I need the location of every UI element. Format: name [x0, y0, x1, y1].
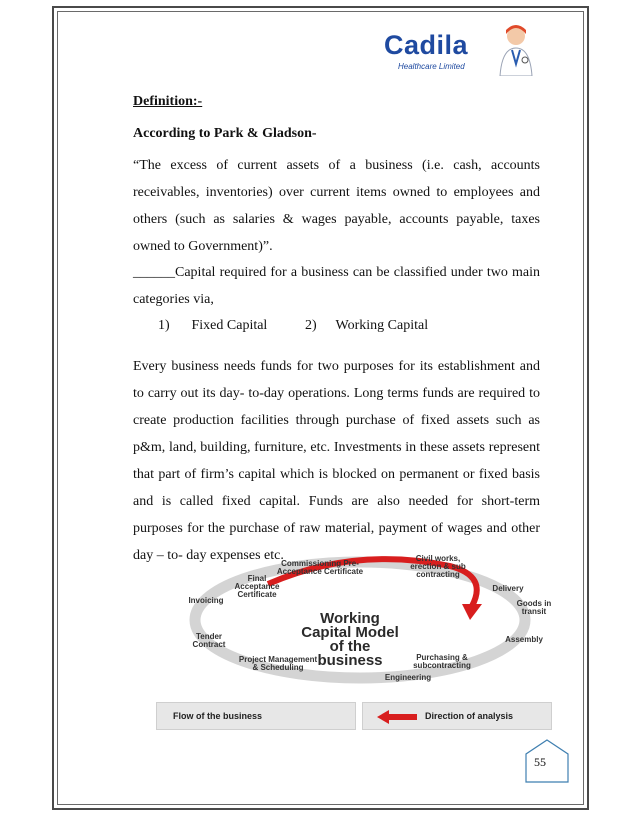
list-item-label: Fixed Capital: [191, 318, 268, 333]
definition-quote: “The excess of current assets of a business (i.e. cash, accounts receivables, inventories) over current items owned to employees and others (such as salaries & wages payable, accounts payable, taxes owned to Government)”.: [133, 158, 540, 254]
stage-purchasing: Purchasing & subcontracting: [413, 653, 471, 670]
stage-invoicing: Invoicing: [188, 596, 224, 605]
stage-goods-in-transit: Goods in transit: [516, 599, 552, 616]
stage-commissioning: Commissioning Pre-Acceptance Certificate: [276, 559, 364, 576]
stage-assembly: Assembly: [505, 635, 543, 644]
left-arrow-icon: [377, 710, 417, 724]
stage-tender-contract: Tender Contract: [192, 632, 226, 649]
stage-final-acceptance: Final Acceptance Certificate: [234, 574, 280, 599]
analysis-arrowhead-icon: [462, 604, 482, 620]
logo-brand: Cadila: [384, 30, 469, 60]
list-item-number: 1): [158, 318, 170, 333]
logo-tagline: Healthcare Limited: [398, 62, 465, 71]
company-logo: [376, 22, 546, 78]
stage-delivery: Delivery: [492, 584, 524, 593]
stage-engineering: Engineering: [384, 673, 432, 682]
stage-project-management: Project Management & Scheduling: [238, 655, 318, 672]
stage-civil-works: Civil works, erection & sub contracting: [410, 554, 466, 579]
direction-of-analysis-bar: [362, 702, 552, 730]
classification-paragraph: ______Capital required for a business can be classified under two main categories via,: [133, 265, 540, 307]
doctor-figure-icon: [494, 24, 538, 76]
diagram-center-title: Working Capital Model of the business: [301, 610, 399, 669]
capital-types-list: [158, 318, 428, 334]
list-item-number: 2): [305, 318, 317, 333]
funds-paragraph: Every business needs funds for two purposes for its establishment and to carry out its day- to-day operations. Long terms funds are required to create production facilities through purchase of fixed assets such as p&m, land, building, furniture, etc. Investments in these assets represent that part of firm’s capital which is blocked on permanent or fixed basis and is called fixed capital. Funds are also needed for short-term purposes for the purchase of raw material, payment of wages and other day – to- day expenses etc.: [133, 359, 540, 563]
page-number: 55: [534, 755, 546, 769]
list-item-label: Working Capital: [335, 318, 429, 333]
attribution-line: According to Park & Gladson-: [133, 126, 317, 141]
definition-heading: Definition:-: [133, 94, 203, 109]
direction-of-analysis-label: Direction of analysis: [425, 711, 514, 721]
flow-of-business-label: Flow of the business: [173, 711, 263, 721]
page-number-badge: [524, 738, 570, 784]
flow-of-business-bar: [156, 702, 356, 730]
